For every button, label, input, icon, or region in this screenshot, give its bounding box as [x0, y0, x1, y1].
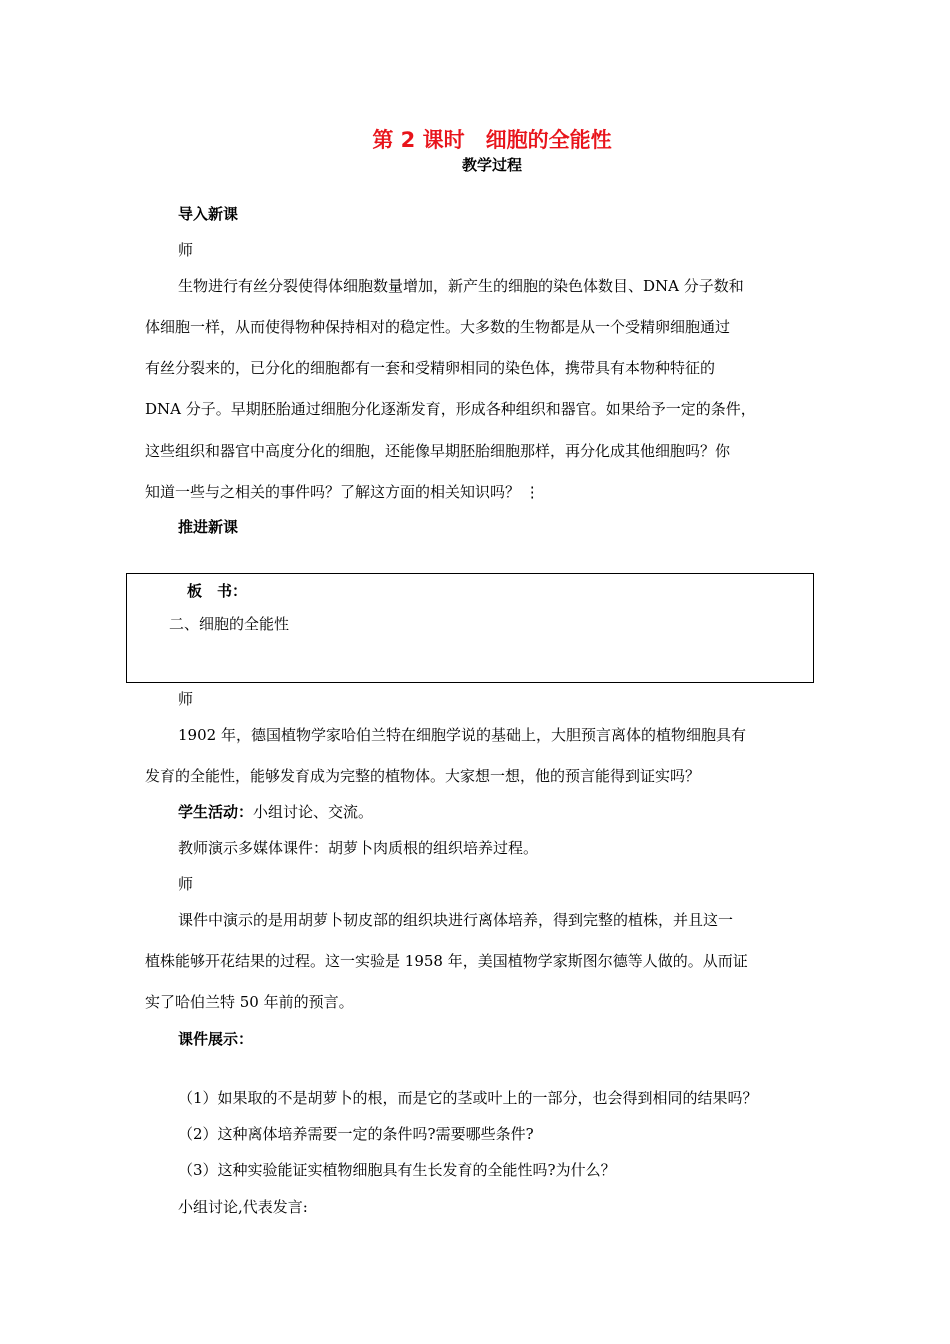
closing-line: 小组讨论,代表发言: — [178, 1198, 308, 1216]
paragraph-line: 发育的全能性，能够发育成为完整的植物体。大家想一想，他的预言能得到证实吗？ — [145, 767, 701, 785]
document-subtitle: 教学过程 — [461, 156, 522, 174]
question-item: （3）这种实验能证实植物细胞具有生长发育的全能性吗?为什么？ — [178, 1161, 616, 1179]
activity-label: 学生活动： — [178, 803, 254, 821]
speaker-label: 师 — [178, 241, 194, 259]
board-heading: 板 书： — [187, 582, 248, 600]
speaker-label: 师 — [178, 875, 194, 893]
paragraph-line: 有丝分裂来的，已分化的细胞都有一套和受精卵相同的染色体，携带具有本物种特征的 — [145, 359, 716, 377]
document-title: 第 2 课时 细胞的全能性 — [372, 128, 612, 152]
blackboard-box — [126, 573, 814, 683]
section-heading-courseware: 课件展示： — [178, 1030, 254, 1048]
question-item: （1）如果取的不是胡萝卜的根，而是它的茎或叶上的一部分，也会得到相同的结果吗？ — [178, 1089, 758, 1107]
paragraph-line: 这些组织和器官中高度分化的细胞，还能像早期胚胎细胞那样，再分化成其他细胞吗？你 — [145, 442, 731, 460]
question-item: （2）这种离体培养需要一定的条件吗?需要哪些条件? — [178, 1125, 534, 1143]
section-heading-advance: 推进新课 — [178, 518, 239, 536]
activity-text: 小组讨论、交流。 — [253, 803, 374, 821]
section-heading-intro: 导入新课 — [178, 205, 239, 223]
student-activity — [178, 801, 373, 822]
speaker-label: 师 — [178, 690, 194, 708]
paragraph-line: DNA 分子。早期胚胎通过细胞分化逐渐发育，形成各种组织和器官。如果给予一定的条件， — [145, 400, 756, 418]
paragraph-line: 植株能够开花结果的过程。这一实验是 1958 年，美国植物学家斯图尔德等人做的。从而证 — [145, 952, 748, 970]
paragraph-line: 知道一些与之相关的事件吗？了解这方面的相关知识吗？ ⋮ — [145, 483, 540, 501]
paragraph-line: 1902 年，德国植物学家哈伯兰特在细胞学说的基础上，大胆预言离体的植物细胞具有 — [178, 726, 746, 744]
paragraph-line: 课件中演示的是用胡萝卜韧皮部的组织块进行离体培养，得到完整的植株，并且这一 — [178, 911, 734, 929]
teacher-demo-line: 教师演示多媒体课件：胡萝卜肉质根的组织培养过程。 — [178, 839, 539, 857]
paragraph-line: 体细胞一样，从而使得物种保持相对的稳定性。大多数的生物都是从一个受精卵细胞通过 — [145, 318, 731, 336]
paragraph-line: 实了哈伯兰特 50 年前的预言。 — [145, 993, 354, 1011]
board-item: 二、细胞的全能性 — [169, 615, 290, 633]
paragraph-line: 生物进行有丝分裂使得体细胞数量增加，新产生的细胞的染色体数目、DNA 分子数和 — [178, 277, 744, 295]
